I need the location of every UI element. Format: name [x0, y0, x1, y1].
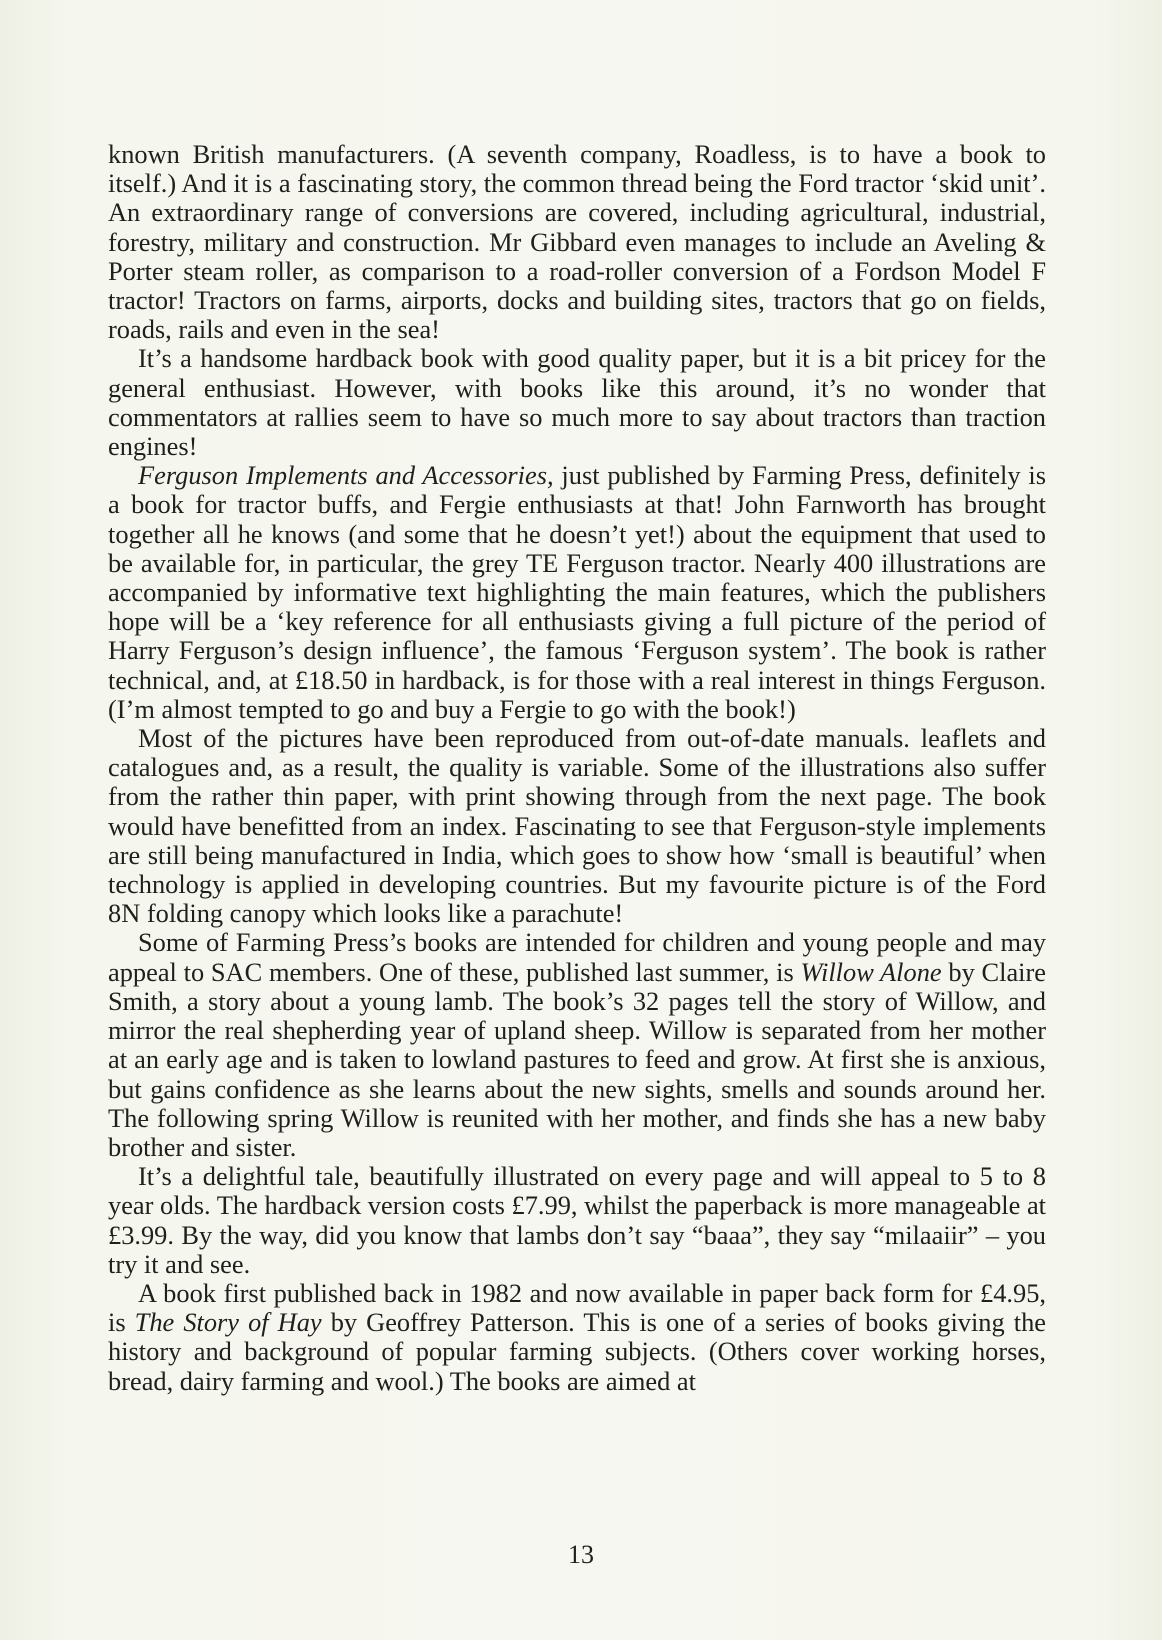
- paragraph-text: known British manufacturers. (A seventh company, Roadless, is to have a book to itself.) And it is a fascinating story, the common thread being the Ford tractor ‘skid unit’. An extraordinary range of conversions are covered, including agricultural, industrial, forestry, military and construction. Mr Gibbard even manages to include an Aveling & Porter steam roller, as comparison to a road-roller conversion of a Fordson Model F tractor! Tractors on farms, airports, docks and building sites, tractors that go on fields, roads, rails and even in the sea!: [108, 139, 1046, 345]
- italic-title-text: Ferguson Implements and Accessories,: [138, 460, 554, 491]
- paragraph-text: Most of the pictures have been reproduced from out-of-date manuals. leaflets and catalogues and, as a result, the quality is variable. Some of the illustrations also suffer from the rather thin paper, with print showing through from the next page. The book would have benefitted from an index. Fascinating to see that Ferguson-style implements are still being manufactured in India, which goes to show how ‘small is beautiful’ when technology is applied in developing countries. But my favourite picture is of the Ford 8N folding canopy which looks like a parachute!: [108, 723, 1046, 929]
- paragraph-text: It’s a delightful tale, beautifully illustrated on every page and will appeal to 5 to 8 year olds. The hardback version costs £7.99, whilst the paperback is more manageable at £3.99. By the way, did you know that lambs don’t say “baaa”, they say “milaaiir” – you try it and see.: [108, 1161, 1046, 1279]
- paragraph-p3: [108, 461, 1046, 724]
- paragraph-text: by Claire Smith, a story about a young lamb. The book’s 32 pages tell the story of Willow, and mirror the real shepherding year of upland sheep. Willow is separated from her mother at an early age and is taken to lowland pastures to feed and grow. At first she is anxious, but gains confidence as she learns about the new sights, smells and sounds around her. The following spring Willow is reunited with her mother, and finds she has a new baby brother and sister.: [108, 956, 1046, 1162]
- paragraph-text: just published by Farming Press, definitely is a book for tractor buffs, and Fergie enthusiasts at that! John Farnworth has brought together all he knows (and some that he doesn’t yet!) about the equipment that used to be available for, in particular, the grey TE Ferguson tractor. Nearly 400 illustrations are accompanied by informative text highlighting the main features, which the publishers hope will be a ‘key reference for all enthusiasts giving a full picture of the period of Harry Ferguson’s design influence’, the famous ‘Ferguson system’. The book is rather technical, and, at £18.50 in hardback, is for those with a real interest in things Ferguson. (I’m almost tempted to go and buy a Fergie to go with the book!): [108, 460, 1047, 724]
- paragraph-p6: [108, 1162, 1046, 1279]
- paragraph-text: It’s a handsome hardback book with good quality paper, but it is a bit pricey for the general enthusiast. However, with books like this around, it’s no wonder that commentators at rallies seem to have so much more to say about tractors than traction engines!: [108, 343, 1046, 462]
- article-body: [108, 140, 1046, 1396]
- italic-title-text: The Story of Hay: [134, 1307, 322, 1338]
- paragraph-p5: [108, 928, 1046, 1162]
- paragraph-p7: [108, 1279, 1046, 1396]
- paragraph-text: Some of Farming Press’s books are intended for children and young people and may appeal to SAC members. One of these, published last summer, is: [108, 927, 1046, 987]
- paragraph-text: A book first published back in 1982 and now available in paper back form for £4.95, is: [108, 1277, 1046, 1338]
- paragraph-text: by Geoffrey Patterson. This is one of a series of books giving the history and background of popular farming subjects. (Others cover working horses, bread, dairy farming and wool.) The books are aimed at: [108, 1307, 1046, 1396]
- italic-title-text: Willow Alone: [800, 956, 942, 987]
- paragraph-p1: [108, 140, 1046, 344]
- paragraph-p4: [108, 724, 1046, 928]
- page-number: 13: [568, 1540, 594, 1569]
- paragraph-p2: [108, 344, 1046, 461]
